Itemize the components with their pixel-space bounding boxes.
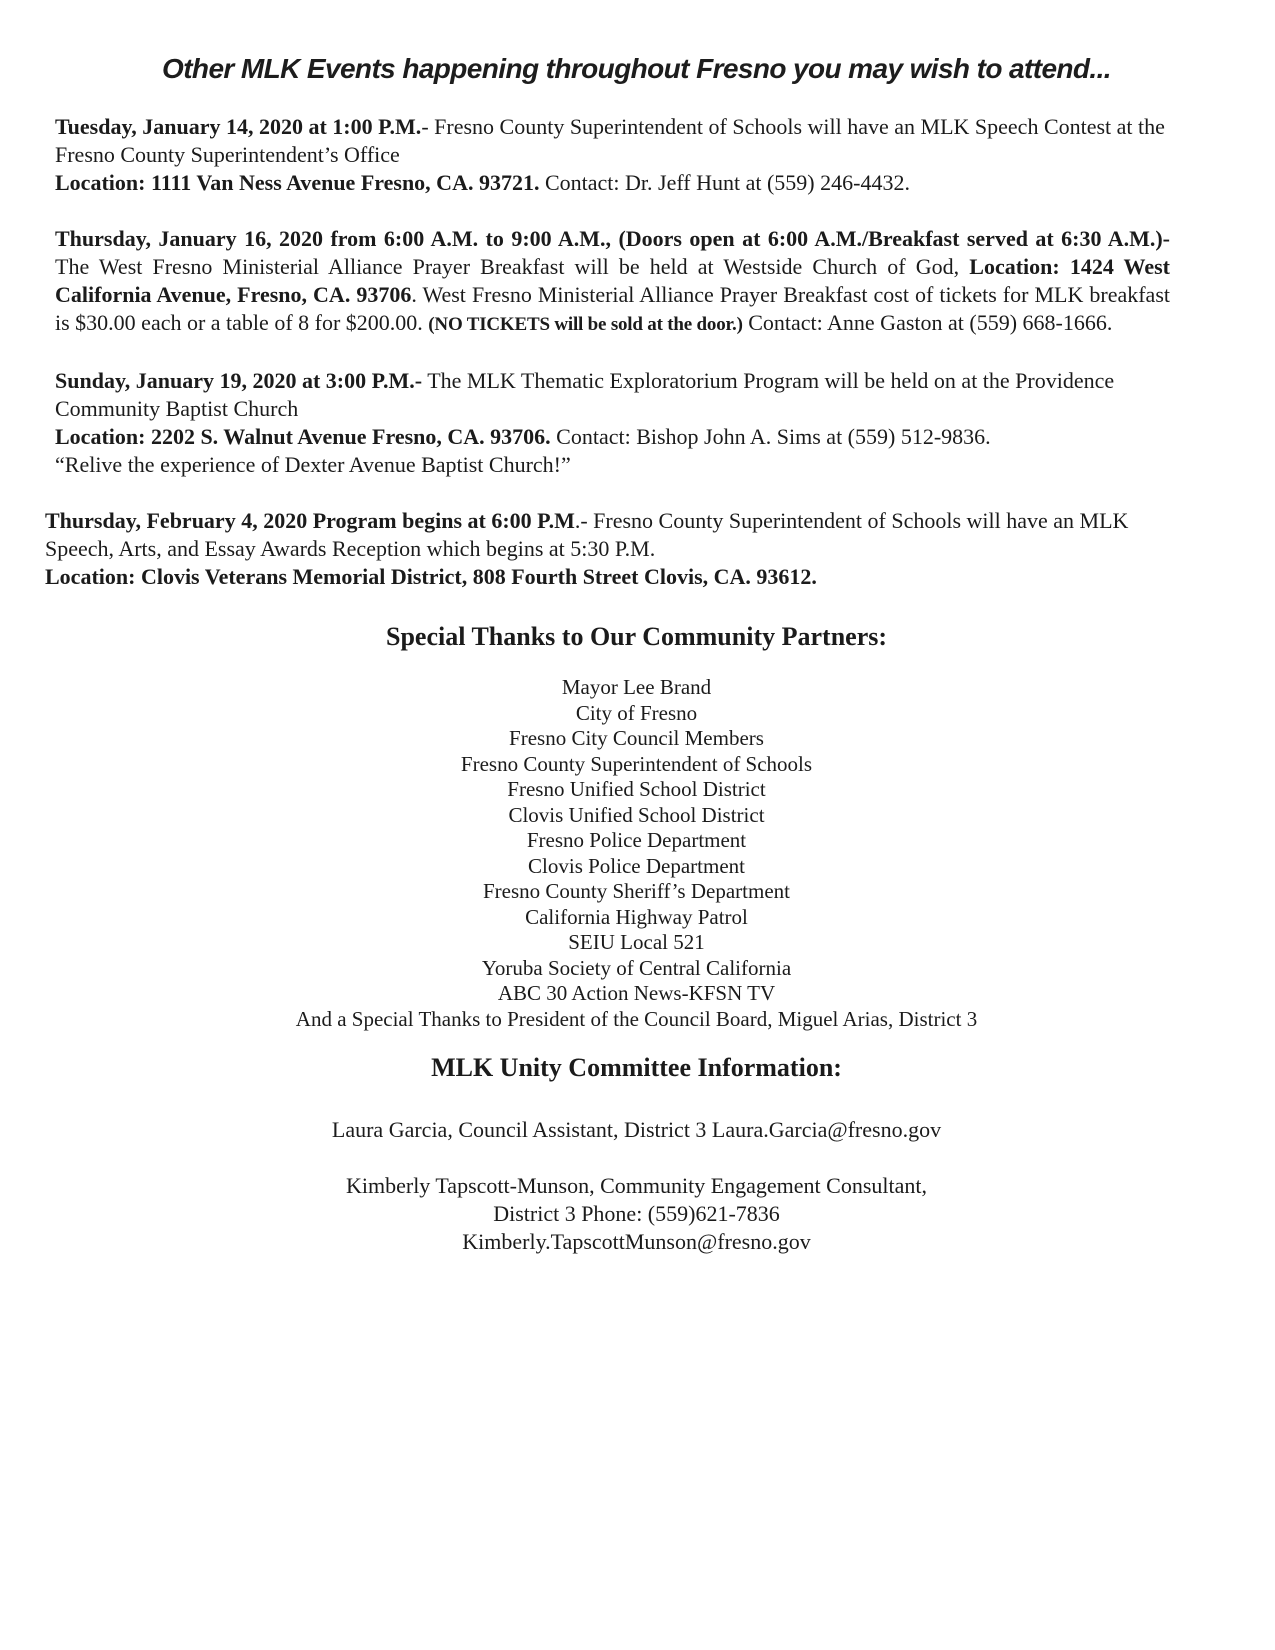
event-paragraph-jan14 [55, 113, 1170, 197]
partner-item: Fresno Unified School District [507, 777, 766, 801]
page-title: Other MLK Events happening throughout Fresno you may wish to attend... [162, 53, 1111, 84]
event-description: .- Fresno County Superintendent of Schools will have an MLK Speech, Arts, and Essay Awards Reception which begins at 5:30 P.M. [45, 508, 1129, 561]
partner-item: Fresno County Sheriff’s Department [483, 879, 790, 903]
event-ticket-note-bold: (NO TICKETS will be sold at the door.) [428, 314, 743, 335]
event-location-bold: Location: 1424 West California Avenue, Fresno, CA. 93706 [55, 254, 1170, 307]
event-location-bold: Location: 1111 Van Ness Avenue Fresno, CA. 93721. [55, 170, 540, 195]
event-details: . West Fresno Ministerial Alliance Prayer Breakfast cost of tickets for MLK breakfast is $30.00 each or a table of 8 for $200.00. [55, 282, 1170, 335]
event-paragraph-feb4 [45, 507, 1160, 591]
event-date-bold: Thursday, February 4, 2020 Program begins at 6:00 P.M [45, 508, 575, 533]
event-description: The West Fresno Ministerial Alliance Prayer Breakfast will be held at Westside Church of God, [55, 254, 970, 279]
partner-special-thanks: And a Special Thanks to President of the Council Board, Miguel Arias, District 3 [295, 1006, 978, 1031]
event-date-bold: Tuesday, January 14, 2020 at 1:00 P.M. [55, 114, 422, 139]
committee-info [55, 1116, 1218, 1256]
partner-item: ABC 30 Action News-KFSN TV [497, 981, 776, 1005]
committee-heading: MLK Unity Committee Information: [431, 1053, 842, 1082]
event-description: The MLK Thematic Exploratorium Program will be held on at the Providence Community Baptist Church [55, 368, 1115, 421]
event-date-bold: Sunday, January 19, 2020 at 3:00 P.M.- [55, 368, 423, 393]
partner-item: Fresno County Superintendent of Schools [460, 751, 813, 776]
event-location-bold: Location: 2202 S. Walnut Avenue Fresno, CA. 93706. [55, 424, 551, 449]
partner-item: California Highway Patrol [525, 904, 748, 929]
contact-line-kimberly-phone: District 3 Phone: (559)621-7836 [493, 1201, 780, 1226]
event-paragraph-jan19 [55, 367, 1170, 479]
partner-item: City of Fresno [575, 700, 698, 725]
contact-line-laura: Laura Garcia, Council Assistant, District 3 Laura.Garcia@fresno.gov [331, 1117, 942, 1142]
event-quote: “Relive the experience of Dexter Avenue Baptist Church!” [55, 452, 571, 477]
partner-item: Mayor Lee Brand [561, 675, 712, 699]
event-contact: Contact: Bishop John A. Sims at (559) 512-9836. [550, 424, 991, 449]
event-contact: Contact: Anne Gaston at (559) 668-1666. [742, 310, 1113, 335]
contact-line-kimberly-email: Kimberly.TapscottMunson@fresno.gov [462, 1229, 811, 1254]
contact-line-kimberly-role: Kimberly Tapscott-Munson, Community Engagement Consultant, [345, 1173, 927, 1198]
partner-item: Fresno Police Department [526, 828, 747, 852]
partner-item: Clovis Police Department [528, 853, 745, 878]
partners-list [55, 675, 1218, 1032]
event-paragraph-jan16 [55, 225, 1170, 339]
event-location-bold: Location: Clovis Veterans Memorial District, 808 Fourth Street Clovis, CA. 93612. [45, 564, 817, 589]
partner-item: Clovis Unified School District [508, 802, 765, 827]
event-date-bold: Thursday, January 16, 2020 from 6:00 A.M. to 9:00 A.M., (Doors open at 6:00 A.M./Breakfast served at 6:30 A.M.)- [55, 226, 1170, 251]
event-contact: Contact: Dr. Jeff Hunt at (559) 246-4432. [539, 170, 910, 195]
event-description: - Fresno County Superintendent of Schools will have an MLK Speech Contest at the Fresno County Superintendent’s Office [55, 114, 1165, 167]
partner-item: Yoruba Society of Central California [481, 955, 792, 980]
partners-heading: Special Thanks to Our Community Partners: [385, 622, 888, 651]
partner-item: Fresno City Council Members [509, 726, 764, 750]
partner-item: SEIU Local 521 [568, 930, 705, 954]
